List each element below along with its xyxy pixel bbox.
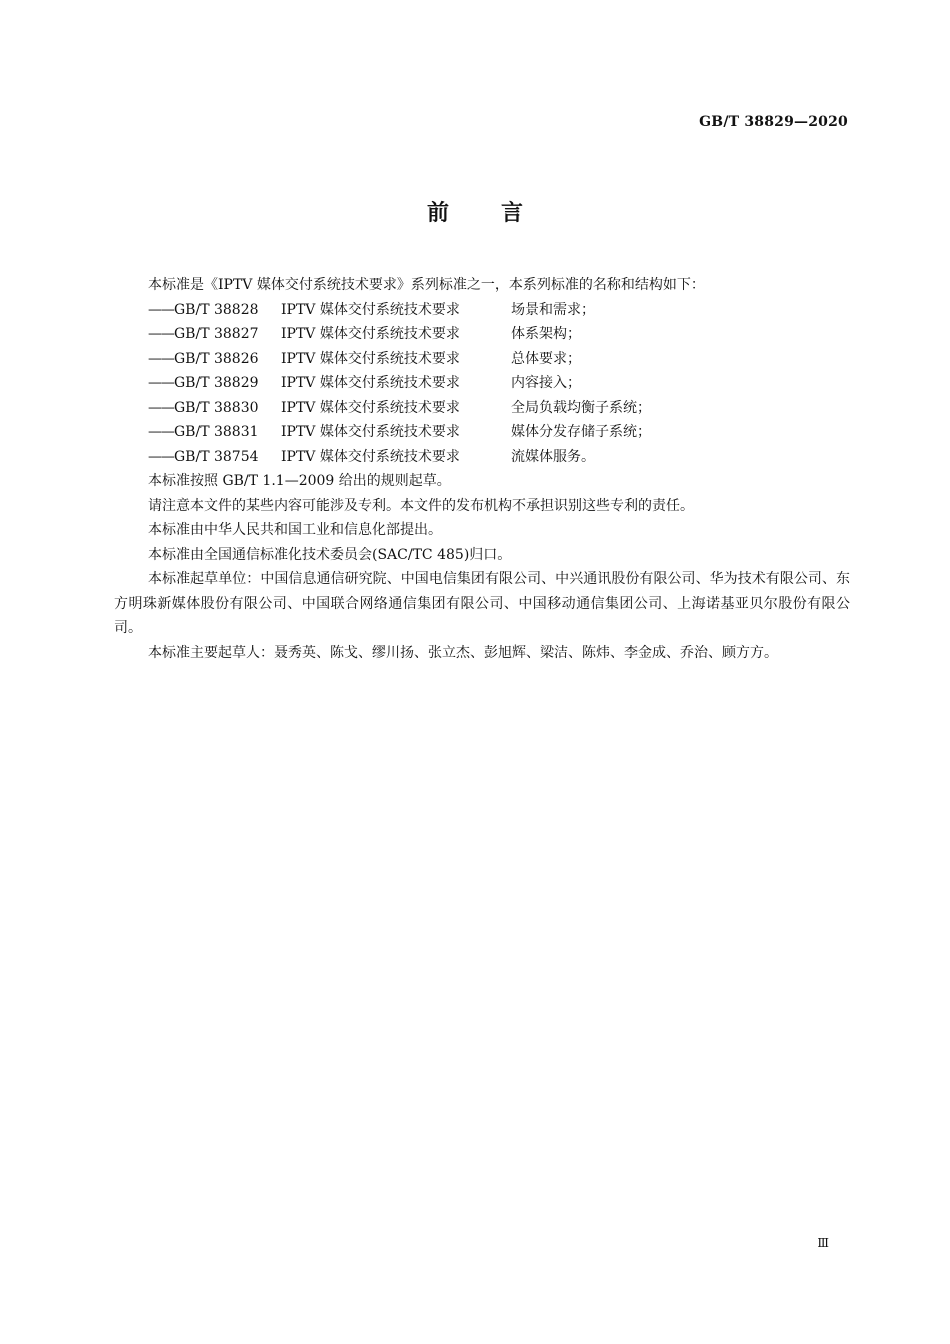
list-item (114, 322, 850, 347)
drafting-units-paragraph: 本标准起草单位：中国信息通信研究院、中国电信集团有限公司、中兴通讯股份有限公司、华为技术有限公司、东方明珠新媒体股份有限公司、中国联合网络通信集团有限公司、中国移动通信集团公司、上海诺基亚贝尔股份有限公司。 (114, 571, 850, 636)
document-body (114, 273, 850, 665)
part-name: 体系架构； (511, 326, 581, 342)
page-title: 前言 (426, 201, 575, 226)
series-name: IPTV 媒体交付系统技术要求 (281, 448, 460, 465)
list-dash: —— (148, 375, 174, 391)
list-item (114, 420, 850, 445)
standard-code: GB/T 38831 (174, 424, 259, 440)
part-name: 场景和需求； (511, 301, 595, 318)
series-name: IPTV 媒体交付系统技术要求 (281, 375, 460, 391)
list-dash: —— (148, 448, 174, 465)
part-name: 流媒体服务。 (511, 448, 595, 465)
intro-paragraph: 本标准是《IPTV 媒体交付系统技术要求》系列标准之一，本系列标准的名称和结构如下： (148, 277, 705, 293)
list-item (114, 298, 850, 323)
list-dash: —— (148, 350, 174, 367)
series-list (114, 298, 850, 470)
standard-code: GB/T 38754 (174, 448, 259, 465)
list-dash: —— (148, 424, 174, 440)
series-name: IPTV 媒体交付系统技术要求 (281, 424, 460, 440)
list-dash: —— (148, 399, 174, 416)
series-name: IPTV 媒体交付系统技术要求 (281, 350, 460, 367)
page-number: Ⅲ (817, 1236, 829, 1250)
part-name: 媒体分发存储子系统； (511, 424, 651, 440)
part-name: 总体要求； (511, 350, 581, 367)
series-name: IPTV 媒体交付系统技术要求 (281, 301, 460, 318)
standard-code: GB/T 38830 (174, 399, 259, 416)
drafters-paragraph: 本标准主要起草人：聂秀英、陈戈、缪川扬、张立杰、彭旭辉、梁洁、陈炜、李金成、乔治、顾方方。 (148, 644, 778, 661)
standard-number: GB/T 38829—2020 (699, 114, 848, 130)
proposer-paragraph: 本标准由中华人民共和国工业和信息化部提出。 (148, 522, 442, 538)
list-dash: —— (148, 301, 174, 318)
series-name: IPTV 媒体交付系统技术要求 (281, 326, 460, 342)
standard-code: GB/T 38829 (174, 375, 259, 391)
committee-paragraph: 本标准由全国通信标准化技术委员会(SAC/TC 485)归口。 (148, 546, 512, 563)
standard-code: GB/T 38826 (174, 350, 259, 367)
list-item (114, 347, 850, 372)
standard-code: GB/T 38828 (174, 301, 259, 318)
list-dash: —— (148, 326, 174, 342)
series-name: IPTV 媒体交付系统技术要求 (281, 399, 460, 416)
part-name: 内容接入； (511, 375, 581, 391)
list-item (114, 445, 850, 470)
patent-notice-paragraph: 请注意本文件的某些内容可能涉及专利。本文件的发布机构不承担识别这些专利的责任。 (148, 497, 694, 514)
list-item (114, 396, 850, 421)
drafting-rules-paragraph: 本标准按照 GB/T 1.1—2009 给出的规则起草。 (148, 473, 451, 489)
part-name: 全局负载均衡子系统； (511, 399, 651, 416)
list-item (114, 371, 850, 396)
standard-code: GB/T 38827 (174, 326, 259, 342)
